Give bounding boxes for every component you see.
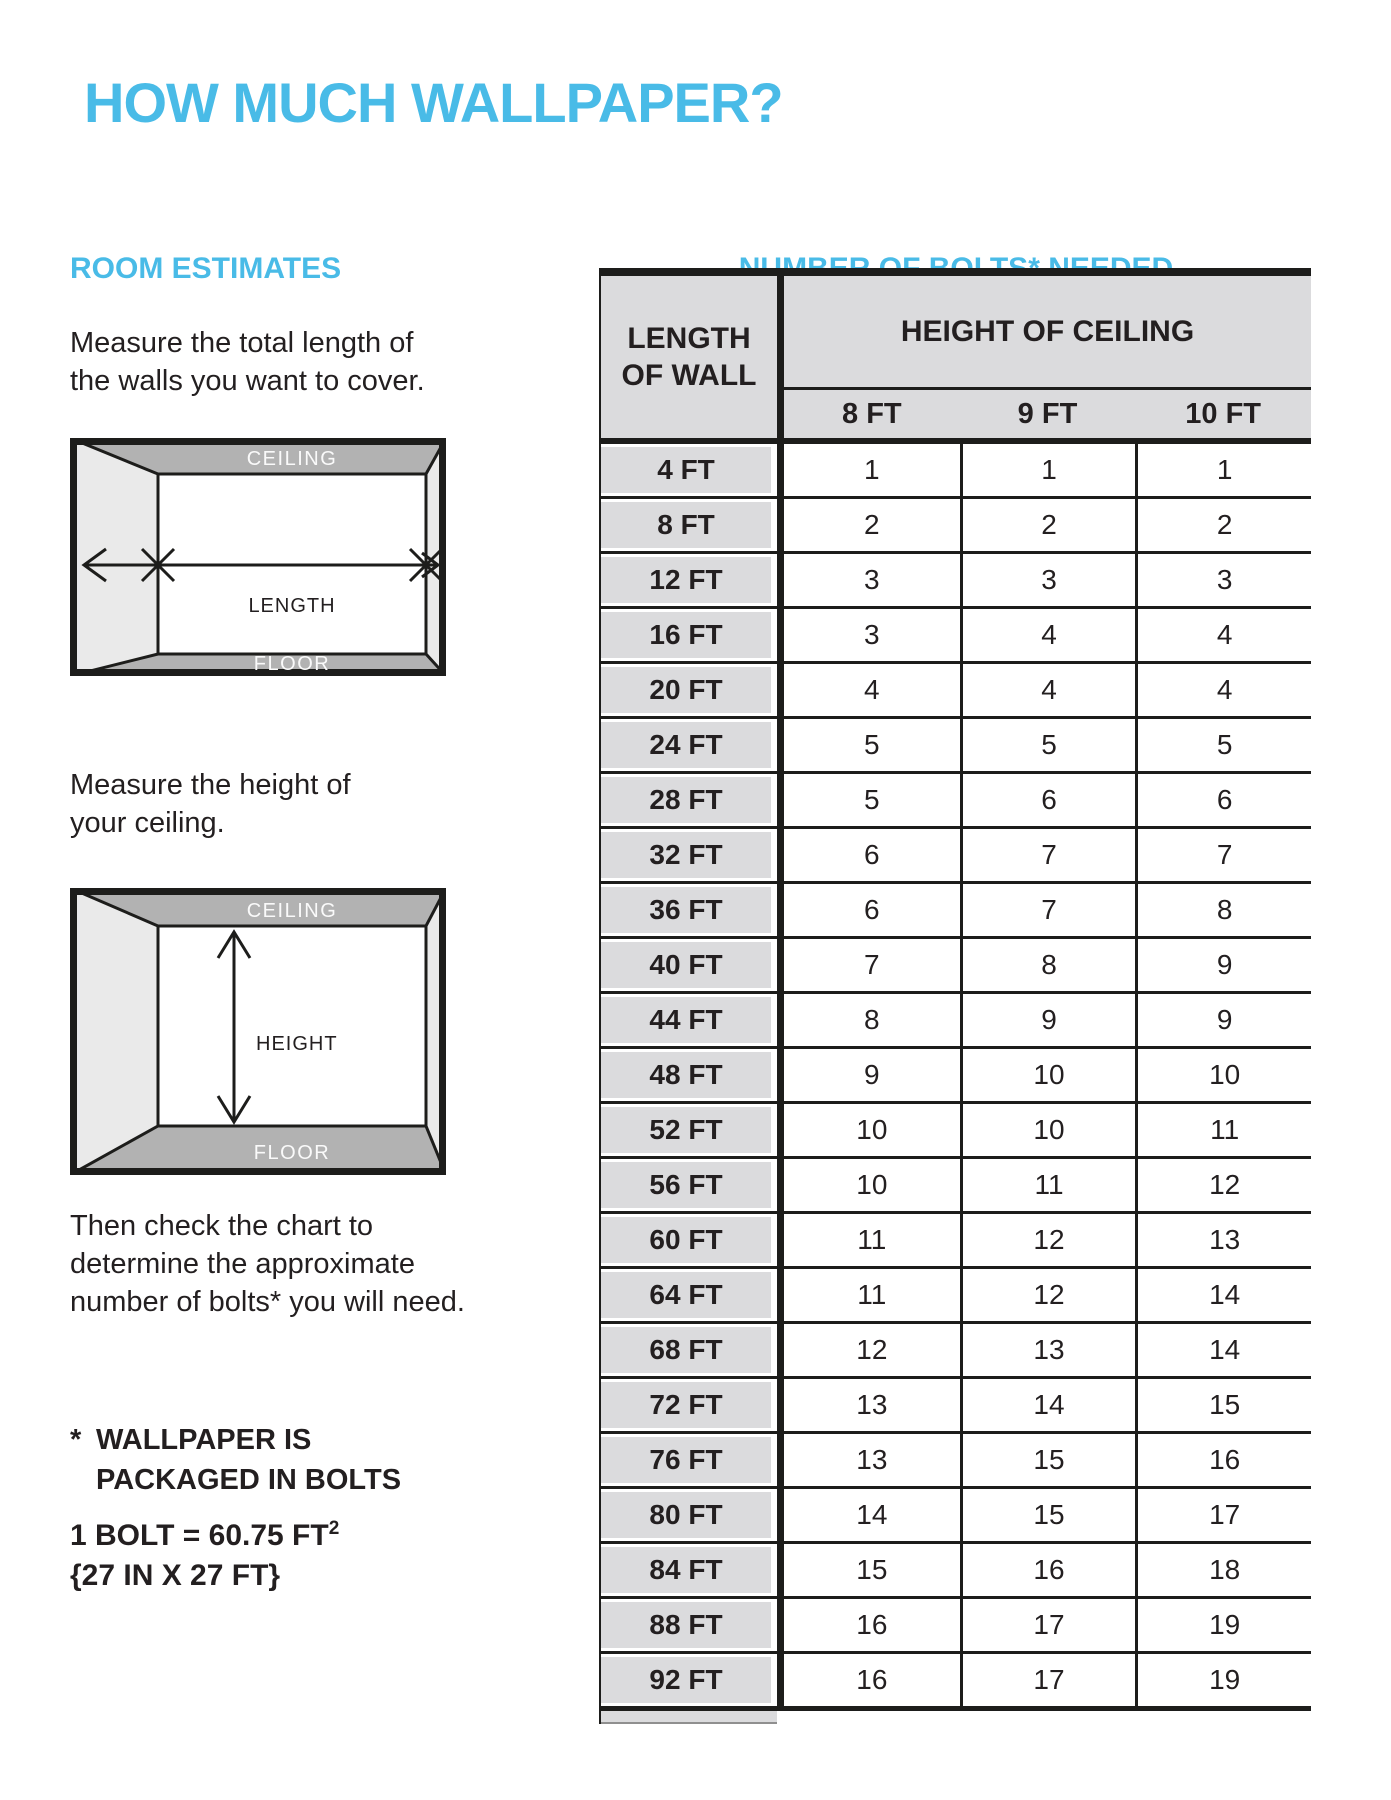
bolts-10ft-value: 14 <box>1135 1269 1311 1321</box>
column-divider <box>777 1654 784 1706</box>
bolts-9ft-value: 7 <box>960 884 1136 936</box>
row-header <box>601 1379 777 1431</box>
table-body <box>601 444 1311 1706</box>
instruction-step-3-line-3: number of bolts* you will need. <box>70 1286 465 1318</box>
bolt-footnote <box>70 1420 401 1500</box>
row-header <box>601 1599 777 1651</box>
column-divider <box>777 1049 784 1101</box>
table-row <box>601 1211 1311 1266</box>
bolts-8ft-value: 7 <box>784 939 960 991</box>
wall-length-value: 64 FT <box>601 1272 771 1318</box>
wall-length-value: 20 FT <box>601 667 771 713</box>
wall-length-value: 36 FT <box>601 887 771 933</box>
wall-length-value: 60 FT <box>601 1217 771 1263</box>
bolts-10ft-value: 15 <box>1135 1379 1311 1431</box>
bolts-9ft-value: 4 <box>960 609 1136 661</box>
bolts-10ft-value: 5 <box>1135 719 1311 771</box>
table-row <box>601 1156 1311 1211</box>
table-row <box>601 1596 1311 1651</box>
bolt-size-info <box>70 1516 339 1596</box>
bolt-size-line-2: {27 IN X 27 FT} <box>70 1559 281 1592</box>
column-divider <box>777 1324 784 1376</box>
bolts-10ft-value: 6 <box>1135 774 1311 826</box>
bolts-8ft-value: 6 <box>784 884 960 936</box>
bolts-10ft-value: 10 <box>1135 1049 1311 1101</box>
table-row <box>601 496 1311 551</box>
wall-length-value: 8 FT <box>601 502 771 548</box>
row-header <box>601 1269 777 1321</box>
bolts-9ft-value: 15 <box>960 1434 1136 1486</box>
bolts-8ft-value: 8 <box>784 994 960 1046</box>
column-divider <box>777 1434 784 1486</box>
table-row <box>601 1486 1311 1541</box>
bolts-10ft-value: 17 <box>1135 1489 1311 1541</box>
bolts-8ft-value: 9 <box>784 1049 960 1101</box>
bolts-10ft-value: 2 <box>1135 499 1311 551</box>
wall-length-value: 76 FT <box>601 1437 771 1483</box>
row-header <box>601 884 777 936</box>
ceiling-label: CEILING <box>246 448 338 470</box>
bolts-8ft-value: 4 <box>784 664 960 716</box>
table-row <box>601 936 1311 991</box>
row-header <box>601 664 777 716</box>
wall-length-value: 16 FT <box>601 612 771 658</box>
bolts-8ft-value: 12 <box>784 1324 960 1376</box>
length-of-wall-header <box>601 276 777 438</box>
bolts-10ft-value: 4 <box>1135 609 1311 661</box>
instruction-step-3 <box>70 1207 465 1321</box>
instruction-step-3-line-2: determine the approximate <box>70 1248 415 1280</box>
bolts-table <box>599 268 1311 1724</box>
row-header <box>601 1049 777 1101</box>
bolts-10ft-value: 13 <box>1135 1214 1311 1266</box>
bolts-9ft-value: 2 <box>960 499 1136 551</box>
room-length-diagram-svg <box>70 438 446 676</box>
column-divider <box>777 1599 784 1651</box>
table-row <box>601 661 1311 716</box>
table-row <box>601 771 1311 826</box>
column-divider <box>777 499 784 551</box>
bolts-9ft-value: 3 <box>960 554 1136 606</box>
bolts-9ft-value: 9 <box>960 994 1136 1046</box>
bolts-10ft-value: 16 <box>1135 1434 1311 1486</box>
height-of-ceiling-header: HEIGHT OF CEILING <box>784 276 1311 390</box>
col-header-10ft: 10 FT <box>1185 397 1262 430</box>
wall-length-value: 28 FT <box>601 777 771 823</box>
ceiling-label: CEILING <box>246 900 338 922</box>
wall-length-value: 68 FT <box>601 1327 771 1373</box>
wall-length-value: 88 FT <box>601 1602 771 1648</box>
instruction-step-3-line-1: Then check the chart to <box>70 1210 374 1242</box>
squared-superscript: 2 <box>328 1518 340 1539</box>
bolts-8ft-value: 5 <box>784 719 960 771</box>
wall-length-value: 92 FT <box>601 1657 771 1703</box>
instruction-step-1-line-1: Measure the total length of <box>70 327 414 359</box>
bolts-8ft-value: 16 <box>784 1654 960 1706</box>
bolts-8ft-value: 11 <box>784 1214 960 1266</box>
table-row <box>601 1651 1311 1706</box>
height-label: HEIGHT <box>256 1033 338 1055</box>
bolts-9ft-value: 6 <box>960 774 1136 826</box>
ceiling-height-diagram <box>70 888 446 1180</box>
column-divider <box>777 1269 784 1321</box>
table-row <box>601 606 1311 661</box>
column-divider <box>777 1379 784 1431</box>
row-header <box>601 1159 777 1211</box>
column-divider <box>777 1104 784 1156</box>
bolts-9ft-value: 11 <box>960 1159 1136 1211</box>
row-header <box>601 499 777 551</box>
bolts-9ft-value: 8 <box>960 939 1136 991</box>
wall-length-value: 24 FT <box>601 722 771 768</box>
ceiling-height-diagram-svg <box>70 888 446 1175</box>
col-header-9ft: 9 FT <box>1017 397 1078 430</box>
bolts-8ft-value: 3 <box>784 609 960 661</box>
wall-length-value: 12 FT <box>601 557 771 603</box>
row-header <box>601 774 777 826</box>
table-row <box>601 716 1311 771</box>
column-divider <box>777 829 784 881</box>
column-divider <box>777 554 784 606</box>
row-header <box>601 1434 777 1486</box>
bolts-8ft-value: 6 <box>784 829 960 881</box>
row-header <box>601 994 777 1046</box>
footnote-line-1: WALLPAPER IS <box>96 1424 312 1456</box>
table-row <box>601 1376 1311 1431</box>
length-label: LENGTH <box>248 595 336 617</box>
row-header <box>601 444 777 496</box>
wall-length-value: 72 FT <box>601 1382 771 1428</box>
bolts-8ft-value: 1 <box>784 444 960 496</box>
bolts-9ft-value: 14 <box>960 1379 1136 1431</box>
table-row <box>601 1321 1311 1376</box>
bolts-9ft-value: 17 <box>960 1599 1136 1651</box>
wall-length-value: 84 FT <box>601 1547 771 1593</box>
instruction-step-2-line-2: your ceiling. <box>70 807 225 839</box>
bolts-10ft-value: 19 <box>1135 1599 1311 1651</box>
bolts-8ft-value: 11 <box>784 1269 960 1321</box>
bolts-9ft-value: 10 <box>960 1104 1136 1156</box>
bolts-10ft-value: 3 <box>1135 554 1311 606</box>
bolts-9ft-value: 13 <box>960 1324 1136 1376</box>
bolts-8ft-value: 16 <box>784 1599 960 1651</box>
length-of-wall-header-line-1: LENGTH <box>627 322 751 355</box>
row-header <box>601 829 777 881</box>
wall-length-value: 52 FT <box>601 1107 771 1153</box>
wall-length-value: 4 FT <box>601 447 771 493</box>
wall-length-value: 40 FT <box>601 942 771 988</box>
wall-length-value: 56 FT <box>601 1162 771 1208</box>
column-divider <box>777 609 784 661</box>
row-header <box>601 719 777 771</box>
table-row <box>601 1541 1311 1596</box>
row-header <box>601 1324 777 1376</box>
room-length-diagram <box>70 438 446 681</box>
bolts-10ft-value: 12 <box>1135 1159 1311 1211</box>
column-divider <box>777 444 784 496</box>
table-row <box>601 1266 1311 1321</box>
table-row <box>601 1046 1311 1101</box>
table-row <box>601 881 1311 936</box>
column-divider <box>777 1489 784 1541</box>
instruction-step-1-line-2: the walls you want to cover. <box>70 365 425 397</box>
bolts-8ft-value: 3 <box>784 554 960 606</box>
bolts-8ft-value: 2 <box>784 499 960 551</box>
bolts-9ft-value: 15 <box>960 1489 1136 1541</box>
bolts-10ft-value: 4 <box>1135 664 1311 716</box>
bolts-9ft-value: 5 <box>960 719 1136 771</box>
bolts-10ft-value: 9 <box>1135 994 1311 1046</box>
bolts-9ft-value: 17 <box>960 1654 1136 1706</box>
bolts-9ft-value: 12 <box>960 1269 1136 1321</box>
wall-length-value: 48 FT <box>601 1052 771 1098</box>
bolts-10ft-value: 19 <box>1135 1654 1311 1706</box>
row-header <box>601 554 777 606</box>
bolts-9ft-value: 16 <box>960 1544 1136 1596</box>
bolts-10ft-value: 18 <box>1135 1544 1311 1596</box>
column-divider <box>777 884 784 936</box>
header-column-divider <box>777 276 784 438</box>
bolts-8ft-value: 10 <box>784 1104 960 1156</box>
column-divider <box>777 994 784 1046</box>
bolts-8ft-value: 13 <box>784 1379 960 1431</box>
floor-label: FLOOR <box>253 653 331 675</box>
row-header <box>601 939 777 991</box>
asterisk-marker: * <box>70 1424 82 1456</box>
bolts-10ft-value: 1 <box>1135 444 1311 496</box>
bolts-8ft-value: 13 <box>784 1434 960 1486</box>
bolts-10ft-value: 9 <box>1135 939 1311 991</box>
back-wall <box>158 926 426 1126</box>
wall-length-value: 32 FT <box>601 832 771 878</box>
instruction-step-2-line-1: Measure the height of <box>70 769 351 801</box>
row-header <box>601 1104 777 1156</box>
column-divider <box>777 664 784 716</box>
footnote-line-2: PACKAGED IN BOLTS <box>96 1464 402 1496</box>
bolts-8ft-value: 14 <box>784 1489 960 1541</box>
table-row <box>601 1431 1311 1486</box>
bolts-10ft-value: 8 <box>1135 884 1311 936</box>
table-row <box>601 991 1311 1046</box>
table-row <box>601 826 1311 881</box>
column-divider <box>777 1544 784 1596</box>
bolts-9ft-value: 4 <box>960 664 1136 716</box>
bolts-8ft-value: 10 <box>784 1159 960 1211</box>
page-title: HOW MUCH WALLPAPER? <box>84 71 783 134</box>
column-divider <box>777 939 784 991</box>
bolts-9ft-value: 1 <box>960 444 1136 496</box>
row-header <box>601 1544 777 1596</box>
bolts-10ft-value: 11 <box>1135 1104 1311 1156</box>
bolts-10ft-value: 7 <box>1135 829 1311 881</box>
table-header <box>601 276 1311 438</box>
row-header-column-tail <box>601 1711 777 1724</box>
ceiling-height-subheaders <box>784 390 1311 438</box>
floor-label: FLOOR <box>253 1142 331 1164</box>
length-of-wall-header-line-2: OF WALL <box>621 359 757 392</box>
column-divider <box>777 1159 784 1211</box>
bolts-8ft-value: 15 <box>784 1544 960 1596</box>
instruction-step-2 <box>70 766 351 842</box>
column-divider <box>777 1214 784 1266</box>
row-header <box>601 609 777 661</box>
wall-length-value: 80 FT <box>601 1492 771 1538</box>
column-divider <box>777 719 784 771</box>
table-row <box>601 551 1311 606</box>
table-top-border <box>601 268 1311 276</box>
bolts-9ft-value: 12 <box>960 1214 1136 1266</box>
bolts-8ft-value: 5 <box>784 774 960 826</box>
bolts-9ft-value: 7 <box>960 829 1136 881</box>
table-row <box>601 444 1311 496</box>
row-header <box>601 1489 777 1541</box>
bolts-10ft-value: 14 <box>1135 1324 1311 1376</box>
column-divider <box>777 774 784 826</box>
col-header-8ft: 8 FT <box>842 397 902 430</box>
room-estimates-heading: ROOM ESTIMATES <box>70 252 342 285</box>
row-header <box>601 1654 777 1706</box>
row-header <box>601 1214 777 1266</box>
table-row <box>601 1101 1311 1156</box>
wall-length-value: 44 FT <box>601 997 771 1043</box>
instruction-step-1 <box>70 324 425 400</box>
bolt-size-line-1: 1 BOLT = 60.75 $FT^2$ <box>70 1518 340 1552</box>
bolts-9ft-value: 10 <box>960 1049 1136 1101</box>
